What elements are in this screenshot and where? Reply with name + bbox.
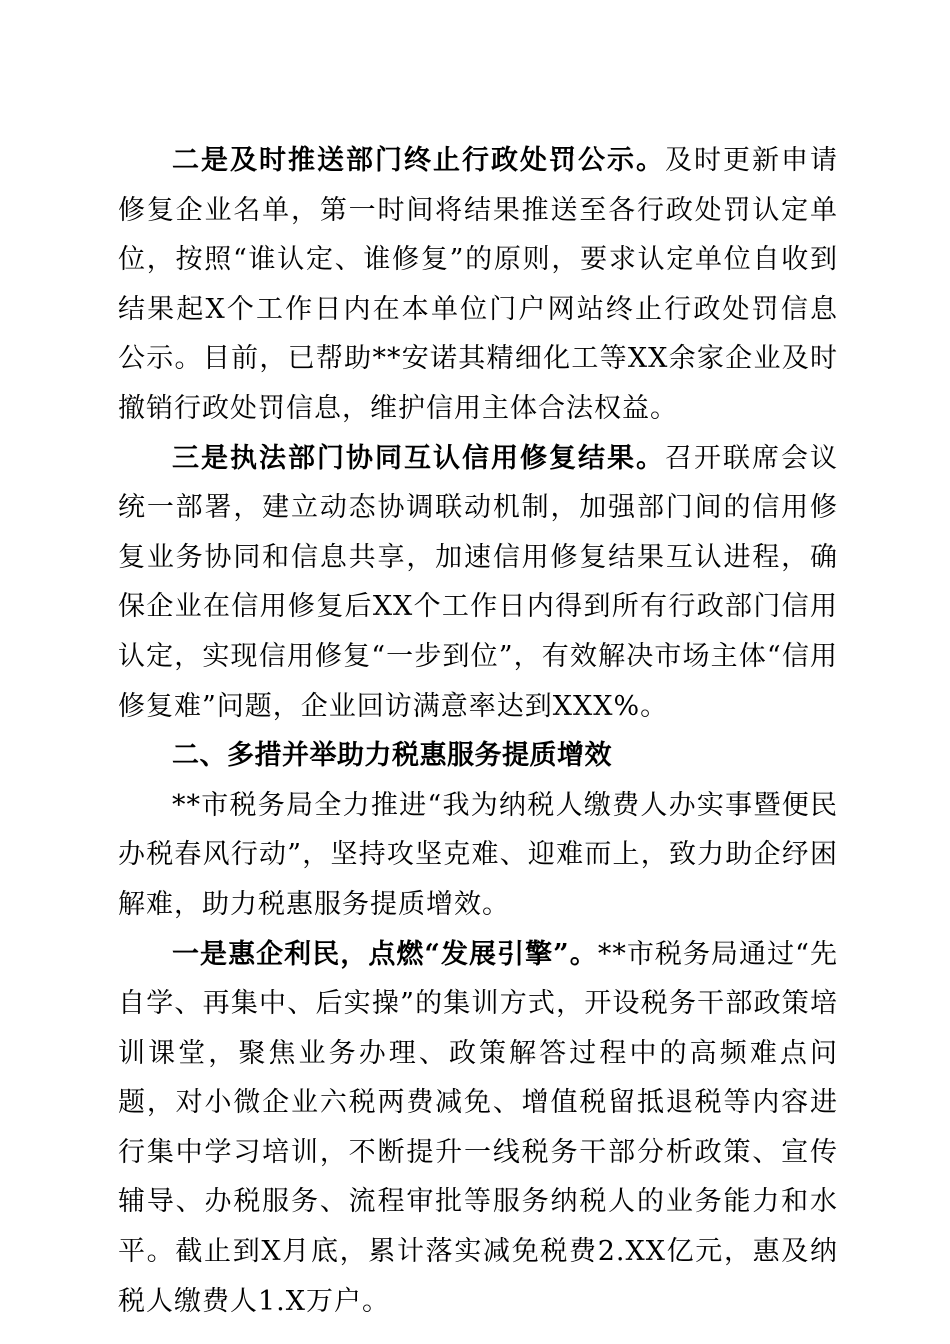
paragraph-benefit-enterprises [118, 930, 838, 1327]
paragraph-text: **市税务局全力推进“我为纳税人缴费人办实事暨便民办税春风行动”，坚持攻坚克难、迎难而上，致力助企纾困解难，助力税惠服务提质增效。 [118, 789, 838, 920]
document-body [118, 136, 838, 1326]
paragraph-lead: 三是执法部门协同互认信用修复结果。 [172, 442, 665, 474]
paragraph-text: **市税务局通过“先自学、再集中、后实操”的集训方式，开设税务干部政策培训课堂，聚焦业务办理、政策解答过程中的高频难点问题，对小微企业六税两费减免、增值税留抵退税等内容进行集中学习培训，不断提升一线税务干部分析政策、宣传辅导、办税服务、流程审批等服务纳税人的业务能力和水平。截止到X月底，累计落实减免税费2.XX亿元，惠及纳税人缴费人1.X万户。 [118, 938, 838, 1317]
section-heading: 二、多措并举助力税惠服务提质增效 [172, 740, 612, 772]
paragraph-mutual-recognition [118, 434, 838, 732]
paragraph-lead: 二是及时推送部门终止行政处罚公示。 [172, 145, 665, 176]
paragraph-text: 及时更新申请修复企业名单，第一时间将结果推送至各行政处罚认定单位，按照“谁认定、谁修复”的原则，要求认定单位自收到结果起X个工作日内在本单位门户网站终止行政处罚信息公示。目前，已帮助**安诺其精细化工等XX余家企业及时撤销行政处罚信息，维护信用主体合法权益。 [118, 145, 838, 424]
paragraph-push-termination [118, 136, 838, 434]
paragraph-text: 召开联席会议统一部署，建立动态协调联动机制，加强部门间的信用修复业务协同和信息共享，加速信用修复结果互认进程，确保企业在信用修复后XX个工作日内得到所有行政部门信用认定，实现信用修复“一步到位”，有效解决市场主体“信用修复难”问题，企业回访满意率达到XXX%。 [118, 442, 838, 722]
paragraph-tax-bureau-intro [118, 781, 838, 930]
paragraph-lead: 一是惠企利民，点燃“发展引擎”。 [172, 938, 598, 970]
